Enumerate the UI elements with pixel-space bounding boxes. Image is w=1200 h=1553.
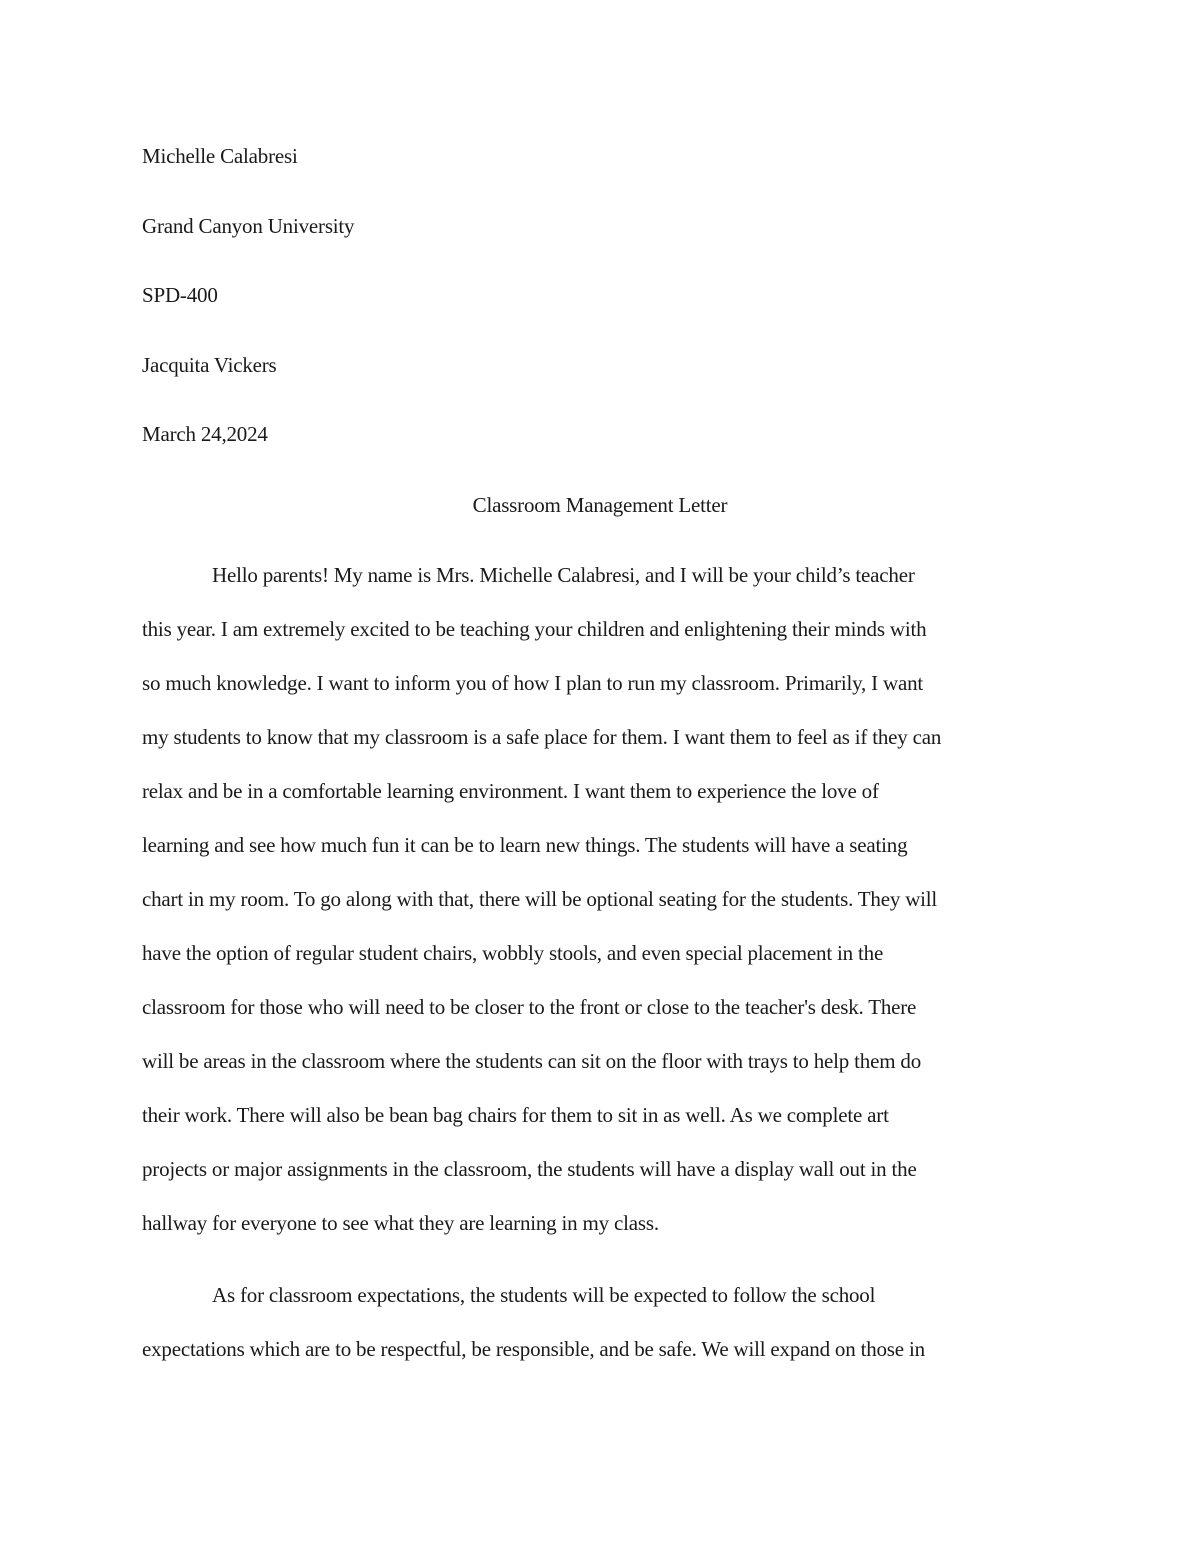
paragraph-line: expectations which are to be respectful, be responsible, and be safe. We will expand on those in	[142, 1337, 925, 1361]
paragraph-line: my students to know that my classroom is a safe place for them. I want them to feel as if they can	[142, 725, 942, 749]
paragraph-line: classroom for those who will need to be closer to the front or close to the teacher's desk. There	[142, 995, 917, 1019]
paragraph-line: their work. There will also be bean bag chairs for them to sit in as well. As we complete art	[142, 1103, 889, 1127]
paragraph-line: chart in my room. To go along with that, there will be optional seating for the students. They will	[142, 887, 938, 911]
paragraph-line: so much knowledge. I want to inform you of how I plan to run my classroom. Primarily, I want	[142, 671, 924, 695]
paragraph-line: projects or major assignments in the classroom, the students will have a display wall out in the	[142, 1157, 917, 1181]
header-author: Michelle Calabresi	[142, 144, 298, 168]
paragraph-line: this year. I am extremely excited to be teaching your children and enlightening their minds with	[142, 617, 927, 641]
document-title: Classroom Management Letter	[472, 493, 728, 517]
paragraph-line: learning and see how much fun it can be to learn new things. The students will have a seating	[142, 833, 908, 857]
paragraph-line: hallway for everyone to see what they are learning in my class.	[142, 1211, 659, 1235]
paragraph-line: As for classroom expectations, the students will be expected to follow the school	[212, 1283, 876, 1307]
header-instructor: Jacquita Vickers	[142, 353, 277, 377]
paragraph-line: will be areas in the classroom where the students can sit on the floor with trays to help them do	[142, 1049, 921, 1073]
paragraph-line: have the option of regular student chairs, wobbly stools, and even special placement in the	[142, 941, 884, 965]
header-institution: Grand Canyon University	[142, 214, 355, 238]
header-date: March 24,2024	[142, 422, 268, 446]
header-course: SPD-400	[142, 283, 218, 307]
paragraph-line: Hello parents! My name is Mrs. Michelle Calabresi, and I will be your child’s teacher	[212, 563, 915, 587]
paragraph-line: relax and be in a comfortable learning environment. I want them to experience the love of	[142, 779, 879, 803]
